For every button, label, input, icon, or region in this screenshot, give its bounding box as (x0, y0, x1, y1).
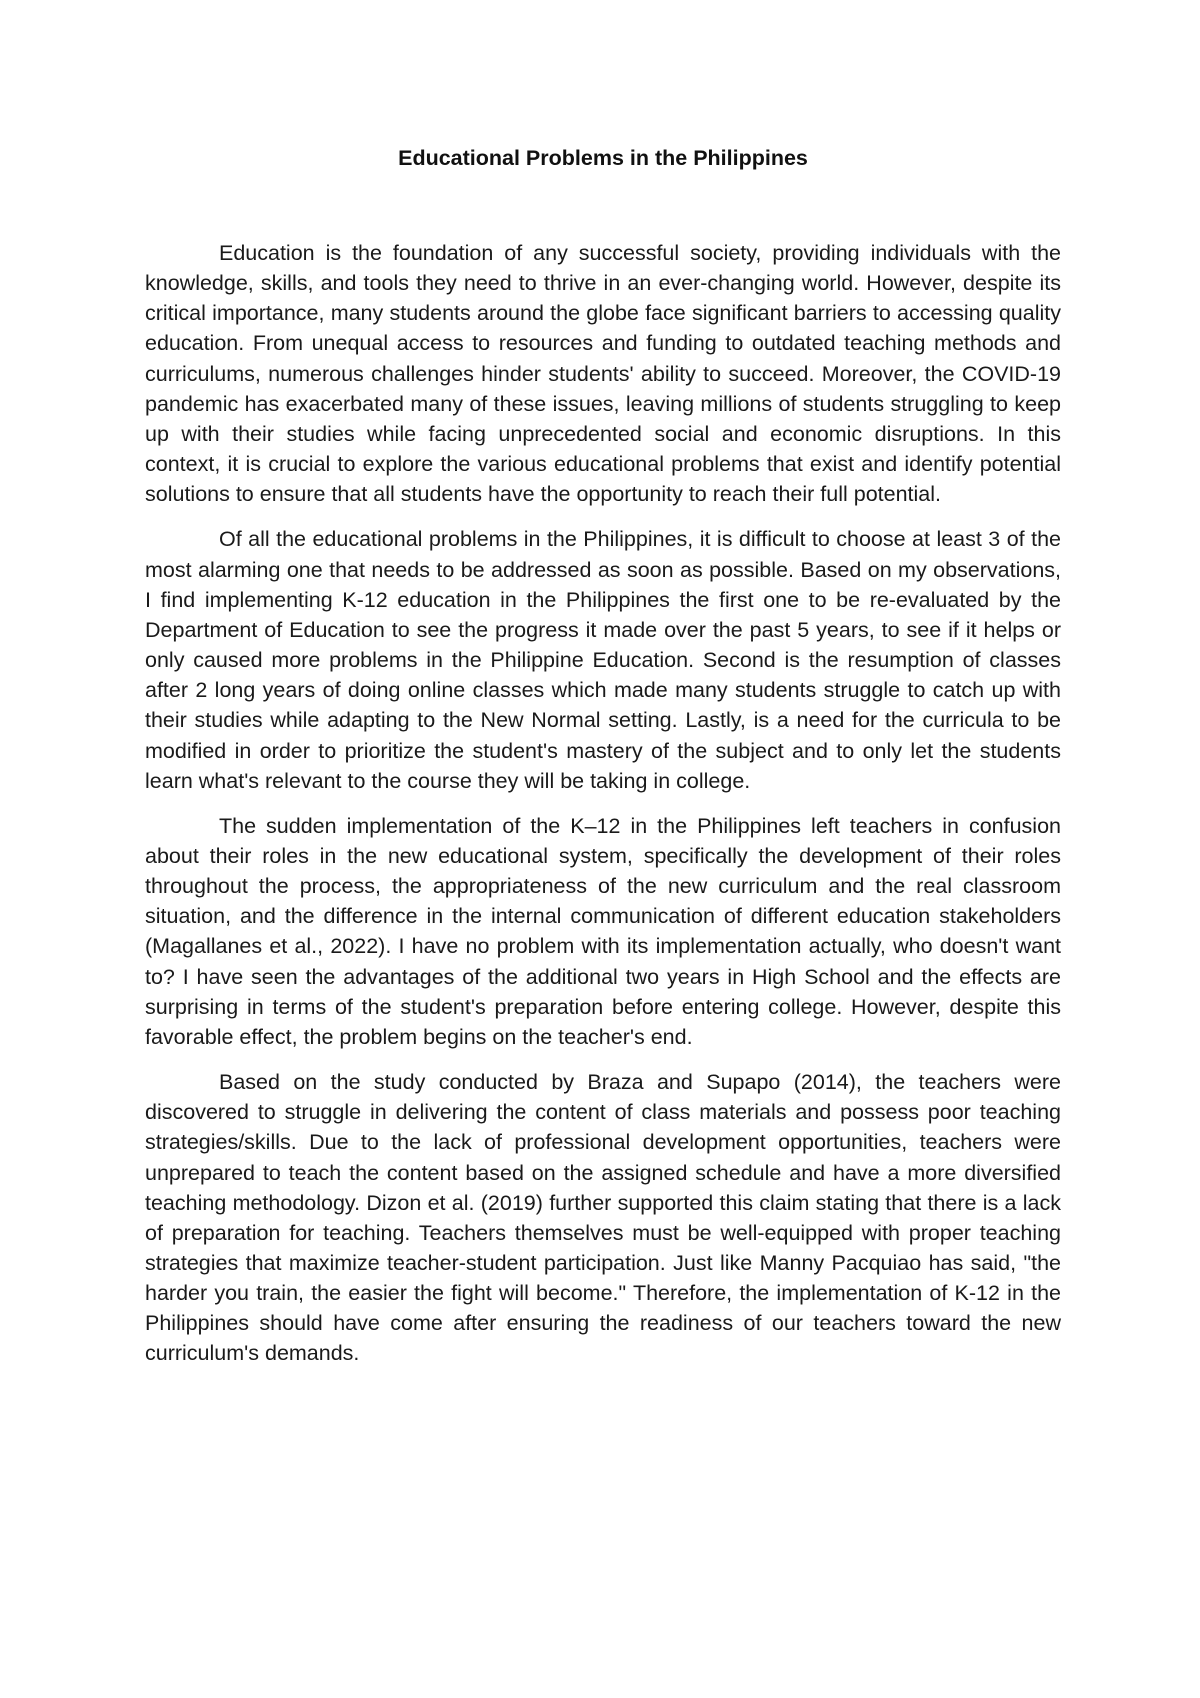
paragraph-teacher-readiness: Based on the study conducted by Braza and Supapo (2014), the teachers were discovered to struggle in delivering the content of class materials and possess poor teaching strategies/skills. Due to the lack of professional development opportunities, teachers were unprepared to teach the content based on the assigned schedule and have a more diversified teaching methodology. Dizon et al. (2019) further supported this claim stating that there is a lack of preparation for teaching. Teachers themselves must be well-equipped with proper teaching strategies that maximize teacher-student participation. Just like Manny Pacquiao has said, "the harder you train, the easier the fight will become." Therefore, the implementation of K-12 in the Philippines should have come after ensuring the readiness of our teachers toward the new curriculum's demands. (145, 1070, 1061, 1366)
paragraph-problem-overview: Of all the educational problems in the Philippines, it is difficult to choose at least 3 of the most alarming one that needs to be addressed as soon as possible. Based on my observations, I find implementing K-12 education in the Philippines the first one to be re-evaluated by the Department of Education to see the progress it made over the past 5 years, to see if it helps or only caused more problems in the Philippine Education. Second is the resumption of classes after 2 long years of doing online classes which made many students struggle to catch up with their studies while adapting to the New Normal setting. Lastly, is a need for the curricula to be modified in order to prioritize the student's mastery of the subject and to only let the students learn what's relevant to the course they will be taking in college. (145, 527, 1061, 793)
document-body (145, 238, 1061, 1384)
paragraph-introduction: Education is the foundation of any successful society, providing individuals with the knowledge, skills, and tools they need to thrive in an ever-changing world. However, despite its critical importance, many students around the globe face significant barriers to accessing quality education. From unequal access to resources and funding to outdated teaching methods and curriculums, numerous challenges hinder students' ability to succeed. Moreover, the COVID-19 pandemic has exacerbated many of these issues, leaving millions of students struggling to keep up with their studies while facing unprecedented social and economic disruptions. In this context, it is crucial to explore the various educational problems that exist and identify potential solutions to ensure that all students have the opportunity to reach their full potential. (145, 241, 1061, 507)
document-title: Educational Problems in the Philippines (398, 146, 808, 170)
paragraph-k12-implementation: The sudden implementation of the K–12 in the Philippines left teachers in confusion about their roles in the new educational system, specifically the development of their roles throughout the process, the appropriateness of the new curriculum and the real classroom situation, and the difference in the internal communication of different education stakeholders (Magallanes et al., 2022). I have no problem with its implementation actually, who doesn't want to? I have seen the advantages of the additional two years in High School and the effects are surprising in terms of the student's preparation before entering college. However, despite this favorable effect, the problem begins on the teacher's end. (145, 813, 1061, 1049)
